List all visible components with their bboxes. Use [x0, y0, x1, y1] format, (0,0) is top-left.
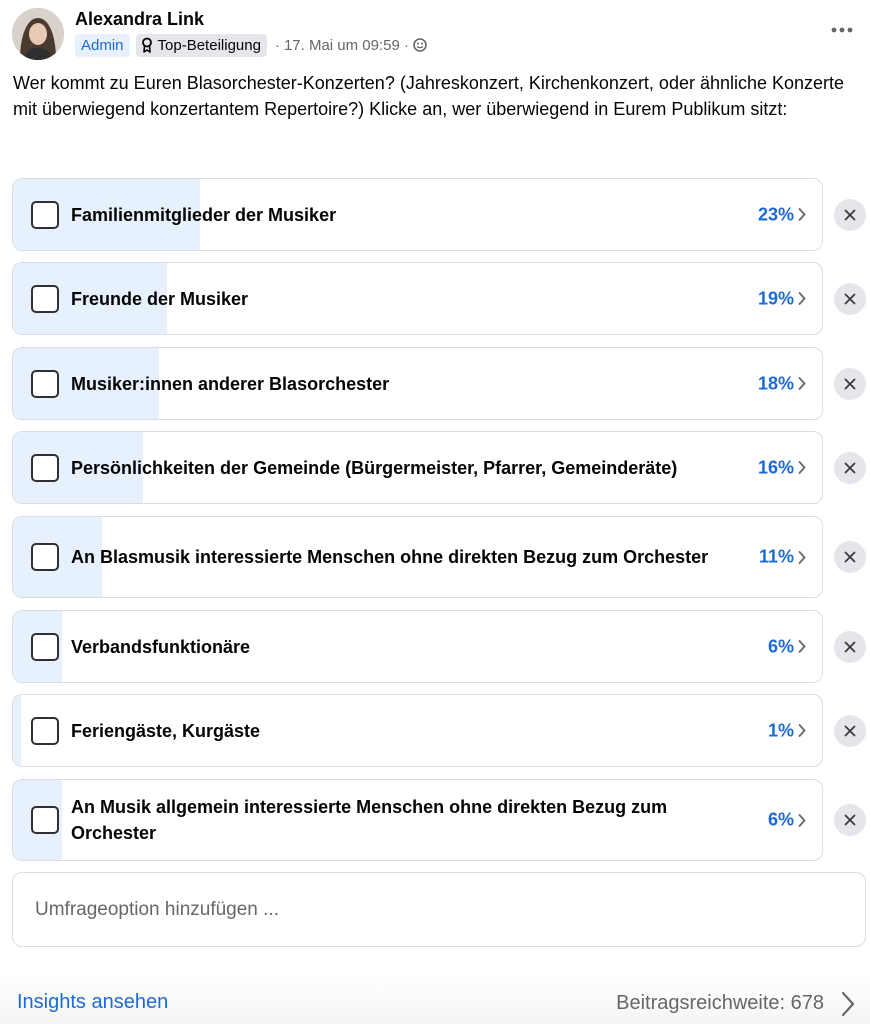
poll-option[interactable]	[12, 431, 823, 504]
author-name[interactable]: Alexandra Link	[75, 9, 205, 29]
close-icon	[844, 462, 856, 474]
post-reach: Beitragsreichweite: 678	[616, 992, 824, 1014]
chevron-right-icon	[798, 550, 806, 564]
option-result[interactable]	[768, 720, 806, 741]
option-result[interactable]	[758, 457, 806, 478]
option-result[interactable]	[758, 373, 806, 394]
option-checkbox[interactable]	[31, 370, 59, 398]
poll-option[interactable]	[12, 347, 823, 420]
award-icon	[141, 37, 153, 53]
option-label: An Musik allgemein interessierte Menschen ohne direkten Bezug zum Orchester	[71, 797, 668, 843]
chevron-right-icon	[798, 640, 806, 654]
poll-option[interactable]	[12, 262, 823, 335]
more-options-button[interactable]	[828, 18, 856, 42]
option-checkbox[interactable]	[31, 201, 59, 229]
option-result[interactable]	[768, 636, 806, 657]
option-result[interactable]	[759, 547, 806, 568]
avatar[interactable]	[12, 8, 64, 60]
close-icon	[844, 293, 856, 305]
post-meta	[75, 32, 427, 58]
option-percent: 19%	[757, 288, 794, 308]
top-contributor-badge	[136, 34, 267, 57]
option-checkbox[interactable]	[31, 454, 59, 482]
option-label: An Blasmusik interessierte Menschen ohne direkten Bezug zum Orchester	[71, 547, 709, 567]
view-insights-link[interactable]: Insights ansehen	[17, 991, 169, 1013]
poll-option[interactable]	[12, 178, 823, 251]
admin-badge: Admin	[75, 34, 130, 57]
close-icon	[844, 551, 856, 563]
option-result[interactable]	[768, 810, 806, 831]
more-dots-icon	[831, 27, 853, 33]
chevron-right-icon	[798, 813, 806, 827]
poll-option[interactable]	[12, 610, 823, 683]
remove-option-button[interactable]	[834, 283, 866, 315]
meta-separator: ·	[274, 36, 280, 54]
chevron-right-icon	[798, 377, 806, 391]
close-icon	[844, 814, 856, 826]
poll-option[interactable]	[12, 694, 823, 767]
post-timestamp[interactable]: 17. Mai um 09:59	[283, 36, 400, 54]
option-checkbox[interactable]	[31, 806, 59, 834]
close-icon	[844, 725, 856, 737]
add-poll-option-input[interactable]	[12, 872, 866, 947]
remove-option-button[interactable]	[834, 368, 866, 400]
chevron-right-icon	[798, 461, 806, 475]
option-percent: 11%	[758, 546, 794, 567]
post-header	[12, 8, 858, 60]
option-label: Freunde der Musiker	[71, 288, 249, 309]
option-result[interactable]	[758, 288, 806, 309]
top-contributor-label: Top-Beteiligung	[157, 36, 261, 54]
option-checkbox[interactable]	[31, 717, 59, 745]
option-percent: 6%	[767, 636, 794, 656]
chevron-right-icon	[798, 724, 806, 738]
option-checkbox[interactable]	[31, 543, 59, 571]
poll-question: Wer kommt zu Euren Blasorchester-Konzerten? (Jahreskonzert, Kirchenkonzert, oder ähnliche Konzerte mit überwiegend konzertantem Repertoire?) Klicke an, wer überwiegend in Eurem Publikum sitzt:	[13, 73, 845, 119]
close-icon	[844, 378, 856, 390]
option-result[interactable]	[758, 204, 806, 225]
option-checkbox[interactable]	[31, 285, 59, 313]
remove-option-button[interactable]	[834, 452, 866, 484]
option-label: Musiker:innen anderer Blasorchester	[71, 373, 390, 394]
option-percent: 23%	[757, 204, 794, 224]
option-percent: 16%	[757, 457, 794, 477]
post-footer	[0, 975, 870, 1024]
remove-option-button[interactable]	[834, 541, 866, 573]
close-icon	[844, 641, 856, 653]
option-percent: 6%	[767, 809, 794, 830]
option-label: Familienmitglieder der Musiker	[71, 204, 337, 225]
remove-option-button[interactable]	[834, 715, 866, 747]
option-label: Persönlichkeiten der Gemeinde (Bürgermeister, Pfarrer, Gemeinderäte)	[71, 457, 678, 478]
option-label: Feriengäste, Kurgäste	[71, 720, 261, 741]
close-icon	[844, 209, 856, 221]
option-label: Verbandsfunktionäre	[71, 636, 251, 657]
meta-separator: ·	[403, 36, 409, 54]
poll-option[interactable]	[12, 779, 823, 861]
vote-share-bar	[13, 695, 21, 766]
option-percent: 18%	[757, 373, 794, 393]
chevron-right-icon	[798, 292, 806, 306]
reach-chevron-right-icon[interactable]	[840, 991, 856, 1022]
remove-option-button[interactable]	[834, 631, 866, 663]
option-checkbox[interactable]	[31, 633, 59, 661]
remove-option-button[interactable]	[834, 804, 866, 836]
chevron-right-icon	[798, 208, 806, 222]
remove-option-button[interactable]	[834, 199, 866, 231]
poll-option[interactable]	[12, 516, 823, 598]
option-percent: 1%	[767, 720, 794, 740]
public-globe-icon	[413, 38, 427, 52]
